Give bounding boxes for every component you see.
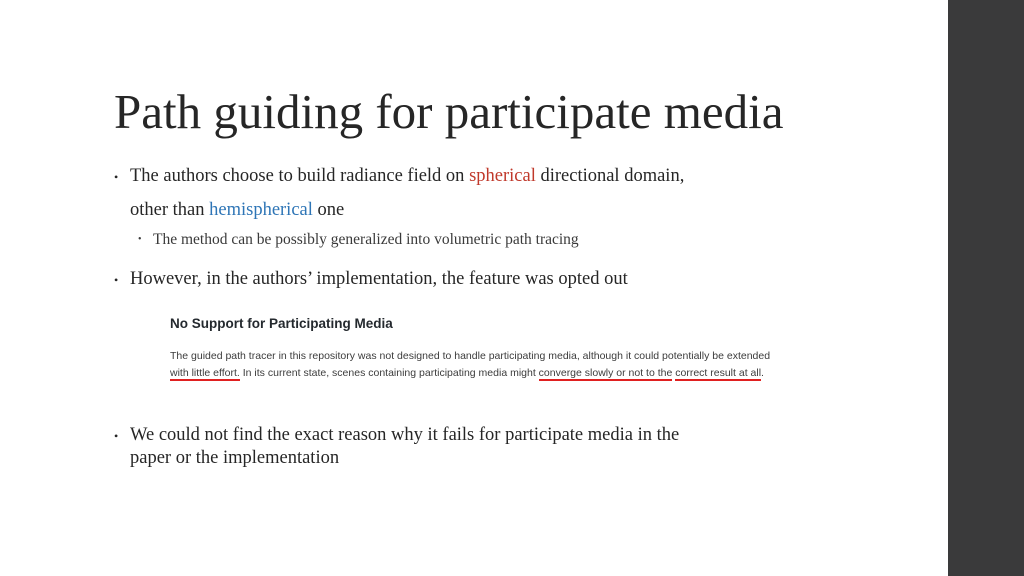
highlight-hemispherical: hemispherical [209, 200, 313, 220]
bullet-text: directional domain, [535, 166, 685, 186]
slide-title: Path guiding for participate media [114, 84, 784, 139]
underline-converge-slowly: converge slowly or not to the [538, 366, 673, 379]
underline-correct-result: correct result at all [675, 366, 762, 379]
embedded-text: . [761, 366, 764, 379]
bullet-text: However, in the authors’ implementation, the feature was opted out [130, 269, 628, 289]
embedded-text: In its current state, scenes containing participating media might [239, 366, 539, 379]
bullet-text: one [312, 200, 345, 220]
bullet-dot: • [114, 170, 119, 184]
embedded-paragraph [170, 348, 780, 381]
bullet-line-1: We could not find the exact reason why it fails for participate media in the [130, 425, 680, 445]
embedded-text: The guided path tracer in this repository was not designed to handle participating media, although it could potentially be extended [170, 350, 771, 362]
bullet-line-1 [130, 166, 684, 187]
side-accent-bar [948, 0, 1024, 576]
bullet-line-2 [130, 200, 344, 221]
bullet-text: The authors choose to build radiance field on [130, 166, 470, 186]
sub-bullet-text: The method can be possibly generalized into volumetric path tracing [153, 231, 579, 248]
highlight-spherical: spherical [469, 166, 536, 186]
underline-little-effort: with little effort. [170, 366, 240, 379]
bullet-line-2: paper or the implementation [130, 448, 340, 468]
bullet-dot: • [114, 273, 119, 287]
embedded-heading: No Support for Participating Media [170, 316, 393, 331]
sub-bullet-dot: • [138, 234, 142, 245]
bullet-dot: • [114, 429, 119, 443]
embedded-screenshot [170, 316, 771, 379]
bullet-text: other than [130, 200, 210, 220]
